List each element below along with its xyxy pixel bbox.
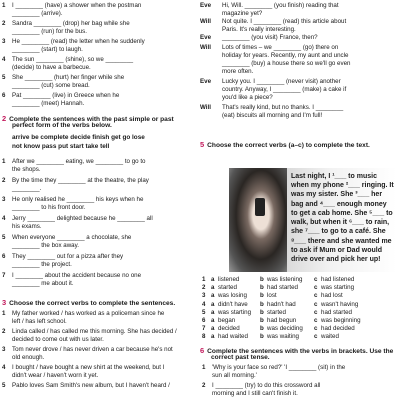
item-number: 7 <box>2 272 6 279</box>
exercise-item <box>202 382 398 390</box>
item-number: 2 <box>2 328 6 335</box>
choice-option-c <box>314 325 355 333</box>
option-letter: b <box>260 276 264 283</box>
speaker-name: Eve <box>200 2 212 9</box>
item-text: By the time they ________ at the theatre, the play <box>12 177 149 184</box>
section5-heading: 5 Choose the correct verbs (a–c) to complete the text. <box>200 140 370 149</box>
item-continuation: ________ (run) for the bus. <box>12 28 87 35</box>
dialogue-text: Lots of times – we ________ (go) there on <box>222 44 339 51</box>
choice-row <box>202 301 358 309</box>
item-number: 1 <box>2 158 6 165</box>
item-number: 4 <box>2 215 6 222</box>
option-letter: a <box>211 284 215 292</box>
option-letter: a <box>211 276 215 283</box>
option-letter: b <box>260 317 264 324</box>
item-text: I ________ about the accident because no one <box>12 272 142 279</box>
option-letter: b <box>260 300 264 308</box>
item-number: 5 <box>2 382 6 389</box>
option-text: lost <box>267 292 277 300</box>
item-continuation: ________ the project. <box>12 261 72 268</box>
dialogue-text: Lucky you. I ________ (never visit) another <box>222 78 341 85</box>
woman-photo <box>229 168 287 272</box>
option-text: had decided <box>321 325 355 333</box>
exercise-item <box>2 310 198 318</box>
choice-option-a <box>211 292 260 300</box>
option-text: was listening <box>267 276 303 283</box>
item-continuation: ________ (arrive). <box>12 10 63 17</box>
item-text: She ________ (hurt) her finger while she <box>12 74 125 81</box>
section3-heading: 3 Choose the correct verbs to complete the sentences. <box>2 298 176 307</box>
option-text: waited <box>321 333 339 341</box>
speaker-name: Will <box>200 44 211 51</box>
item-continuation: ________ (meet) Hannah. <box>12 100 85 107</box>
exercise-item <box>2 56 196 64</box>
dialogue-text: Hi, Will. ________ (you finish) reading that <box>222 2 339 9</box>
dialogue-line <box>200 34 400 42</box>
option-letter: c <box>314 292 318 300</box>
item-text: I ________ (try) to do this crossword all <box>212 382 321 389</box>
exercise-item <box>2 2 196 10</box>
exercise-item <box>202 364 398 372</box>
item-text: Sandra ________ (drop) her bag while she <box>12 20 130 27</box>
dialogue-continuation: magazine yet? <box>222 10 263 17</box>
item-number: 2 <box>202 382 206 389</box>
item-number: 4 <box>2 364 6 371</box>
item-continuation: (decide) to have a barbecue. <box>12 64 91 71</box>
exercise-item <box>2 20 196 28</box>
choice-option-c <box>314 292 343 300</box>
option-letter: b <box>260 325 264 333</box>
speaker-name: Eve <box>200 34 212 41</box>
phone-icon <box>255 198 265 216</box>
dialogue-text: you'd like a piece? <box>222 94 273 101</box>
speaker-name <box>200 60 222 68</box>
exercise-item <box>2 158 196 166</box>
option-text: had waited <box>218 333 248 341</box>
option-letter: b <box>260 292 264 300</box>
option-text: was starting <box>321 284 355 292</box>
word-bank-line2: not know pass put start take tell <box>12 143 110 150</box>
choice-option-b <box>260 276 314 284</box>
section6-heading: 6 Complete the sentences with the verbs in brackets. Use the <box>200 346 394 355</box>
section6-heading-cont: correct past tense. <box>211 354 270 361</box>
speaker-name <box>200 94 222 102</box>
exercise-item <box>2 272 196 280</box>
option-text: was beginning <box>321 317 361 324</box>
speaker-name: Will <box>200 104 211 111</box>
choice-row <box>202 309 352 317</box>
choice-option-b <box>260 333 314 341</box>
exercise-item <box>2 196 196 204</box>
option-letter: a <box>211 308 215 316</box>
item-number: 2 <box>2 20 6 27</box>
dialogue-line <box>200 94 400 102</box>
exercise-item <box>2 38 196 46</box>
option-letter: c <box>314 325 318 333</box>
choice-option-a <box>211 301 260 309</box>
choice-option-b <box>260 301 314 309</box>
item-number: 6 <box>2 92 6 99</box>
choice-option-b <box>260 284 314 292</box>
dialogue-continuation: Paris. It's really interesting. <box>222 26 296 33</box>
item-text: He only realised he ________ his keys when he <box>12 196 144 203</box>
dialogue-text: ________ (buy) a house there so we'll go even <box>222 60 351 67</box>
option-text: had lost <box>321 292 343 300</box>
choice-row <box>202 284 354 292</box>
item-number: 5 <box>2 234 6 241</box>
option-text: had started <box>267 284 298 292</box>
dialogue-text: ________ (you visit) France, then? <box>222 34 318 41</box>
dialogue-line <box>200 18 400 26</box>
dialogue-line <box>200 104 400 112</box>
item-number: 1 <box>2 2 6 9</box>
item-continuation: morning and I still can't finish it. <box>212 390 298 397</box>
option-letter: b <box>260 333 264 341</box>
word-bank-line1: arrive be complete decide finish get go lose <box>12 134 145 141</box>
option-letter: a <box>211 317 215 324</box>
option-text: hadn't had <box>267 300 296 308</box>
item-continuation: ________ (start) to laugh. <box>12 46 83 53</box>
choice-number: 1 <box>202 276 206 283</box>
item-text: After we ________ eating, we ________ to go to <box>12 158 146 165</box>
choice-number: 8 <box>202 333 206 341</box>
option-text: began <box>218 317 236 324</box>
item-text: I bought / have bought a new shirt at the weekend, but I <box>12 364 165 371</box>
option-letter: c <box>314 284 318 292</box>
choice-option-a <box>211 309 260 317</box>
choice-option-c <box>314 284 354 292</box>
dialogue-text: That's really kind, but no thanks. I ________ <box>222 104 344 111</box>
item-number: 6 <box>2 253 6 260</box>
choice-option-a <box>211 325 260 333</box>
option-text: had begun <box>267 317 297 324</box>
dialogue-line <box>200 44 400 52</box>
item-continuation: the shops. <box>12 166 41 173</box>
item-number: 5 <box>2 74 6 81</box>
item-text: My father worked / has worked as a policeman since he <box>12 310 165 317</box>
option-letter: a <box>211 333 215 341</box>
item-continuation: ________ (cut) some bread. <box>12 82 90 89</box>
option-text: started <box>218 284 237 292</box>
item-number: 3 <box>2 196 6 203</box>
exercise-item <box>2 382 198 390</box>
option-text: was deciding <box>267 325 303 333</box>
exercise-item <box>2 92 196 100</box>
item-text: 'Why is your face so red?' 'I ________ (sit) in the <box>212 364 346 371</box>
option-letter: b <box>260 284 264 292</box>
option-text: was losing <box>218 292 247 300</box>
option-text: was waiting <box>267 333 299 341</box>
option-text: listened <box>218 276 240 283</box>
exercise-item <box>2 234 196 242</box>
dialogue-continuation: country. Anyway, I ________ (make) a cake if <box>222 86 347 93</box>
option-letter: b <box>260 308 264 316</box>
choice-option-c <box>314 301 358 309</box>
choice-option-c <box>314 309 352 317</box>
exercise-item <box>2 215 196 223</box>
option-text: decided <box>218 325 240 333</box>
option-letter: a <box>211 325 215 333</box>
option-text: had started <box>321 308 352 316</box>
item-continuation: didn't wear / haven't worn it yet. <box>12 372 99 379</box>
choice-option-b <box>260 325 314 333</box>
choice-row <box>202 276 354 284</box>
item-continuation: old enough. <box>12 354 45 361</box>
item-number: 2 <box>2 177 6 184</box>
dialogue-continuation: (eat) biscuits all morning and I'm full! <box>222 112 323 119</box>
option-letter: c <box>314 308 318 316</box>
dialogue-continuation: more often. <box>222 68 254 75</box>
item-continuation: ________ the box away. <box>12 242 79 249</box>
choice-row <box>202 333 339 341</box>
item-text: Tom never drove / has never driven a car because he's not <box>12 346 173 353</box>
item-continuation: ________. <box>12 185 42 192</box>
dialogue-line <box>200 78 400 86</box>
item-continuation: ________ me about it. <box>12 280 74 287</box>
option-letter: c <box>314 276 318 283</box>
item-text: I ________ (have) a shower when the postman <box>12 2 142 9</box>
option-text: didn't have <box>218 300 248 308</box>
item-text: Pat ________ (live) in Greece when he <box>12 92 120 99</box>
item-number: 4 <box>2 56 6 63</box>
option-letter: a <box>211 292 215 300</box>
choice-number: 6 <box>202 317 206 324</box>
choice-option-b <box>260 292 314 300</box>
dialogue-text: Not quite. I ________ (read) this article about <box>222 18 347 25</box>
choice-option-c <box>314 276 354 284</box>
dialogue-line <box>200 2 400 10</box>
choice-row <box>202 325 355 333</box>
item-text: When everyone ________ a chocolate, she <box>12 234 132 241</box>
option-text: was starting <box>218 308 252 316</box>
option-text: started <box>267 308 286 316</box>
item-text: Jerry ________ delighted because he ________ all <box>12 215 153 222</box>
option-letter: a <box>211 300 215 308</box>
item-number: 3 <box>2 346 6 353</box>
item-text: They ________ out for a pizza after they <box>12 253 124 260</box>
exercise-item <box>2 328 198 336</box>
story-panel <box>229 168 397 272</box>
item-number: 1 <box>2 310 6 317</box>
exercise-item <box>2 346 198 354</box>
option-letter: c <box>314 300 318 308</box>
choice-row <box>202 317 361 325</box>
choice-option-a <box>211 284 260 292</box>
exercise-item <box>2 364 198 372</box>
dialogue-continuation: holiday for years. Recently, my aunt and uncle <box>222 52 349 59</box>
exercise-item <box>2 253 196 261</box>
option-text: wasn't having <box>321 300 359 308</box>
item-text: The sun ________ (shine), so we ________ <box>12 56 134 63</box>
option-letter: c <box>314 333 318 341</box>
speaker-name: Eve <box>200 78 212 85</box>
choice-number: 2 <box>202 284 206 292</box>
item-continuation: ________ to his front door. <box>12 204 86 211</box>
option-text: had listened <box>321 276 355 283</box>
item-continuation: his exams. <box>12 223 42 230</box>
choice-number: 4 <box>202 300 206 308</box>
choice-option-b <box>260 309 314 317</box>
item-text: Pablo loves Sam Smith's new album, but I haven't heard / <box>12 382 170 389</box>
choice-option-b <box>260 317 314 325</box>
item-text: Linda called / has called me this morning. She has decided / <box>12 328 177 335</box>
choice-option-c <box>314 333 339 341</box>
story-text: Last night, I ¹___ to music when my phone ²___ ringing. It was my sister. She ³___ her bag and ⁴___ enough money to get a cab home. She ⁵___ to walk, but when it ⁶___ to rain, she ⁷___ to go to a café. She ⁸___ there and she wanted me to ask if Mum or Dad would drive over and pick her up! <box>291 173 394 264</box>
choice-row <box>202 292 343 300</box>
dialogue-line <box>200 60 400 68</box>
item-continuation: decided to come out with us later. <box>12 336 104 343</box>
speaker-name: Will <box>200 18 211 25</box>
choice-option-a <box>211 317 260 325</box>
section2-heading-cont: perfect form of the verbs below. <box>12 122 112 129</box>
choice-option-a <box>211 276 260 284</box>
item-continuation: sun all morning.' <box>212 372 257 379</box>
item-number: 3 <box>2 38 6 45</box>
choice-number: 7 <box>202 325 206 333</box>
item-continuation: left / has left school. <box>12 318 67 325</box>
choice-option-a <box>211 333 260 341</box>
section2-heading: 2 Complete the sentences with the past simple or past <box>2 114 174 123</box>
exercise-item <box>2 74 196 82</box>
item-text: He ________ (read) the letter when he suddenly <box>12 38 145 45</box>
option-letter: c <box>314 317 318 324</box>
exercise-item <box>2 177 196 185</box>
item-number: 1 <box>202 364 206 371</box>
choice-option-c <box>314 317 361 325</box>
choice-number: 5 <box>202 308 206 316</box>
choice-number: 3 <box>202 292 206 300</box>
